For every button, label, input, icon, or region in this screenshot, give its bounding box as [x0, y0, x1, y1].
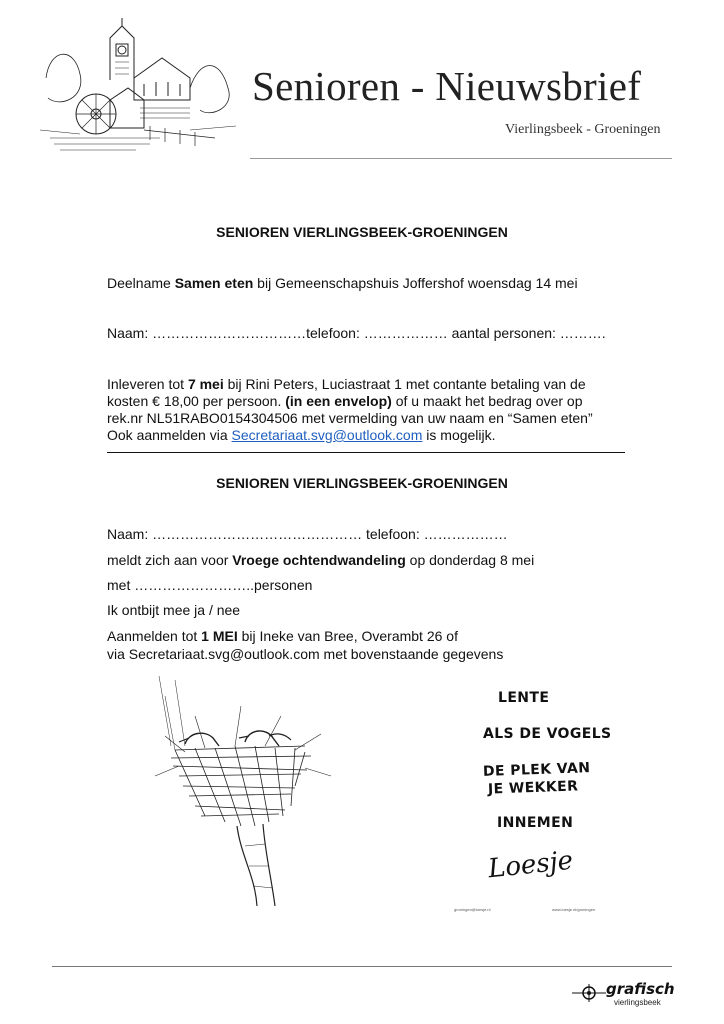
- walk-name-line: Naam: ……………………………………… telefoon: ………………: [107, 526, 508, 542]
- grafisch-logo-text: grafisch: [606, 980, 675, 998]
- signup-bold: Vroege ochtendwandeling: [232, 552, 406, 568]
- signup-text: meldt zich aan voor: [107, 552, 233, 568]
- church-sketch-illustration: [40, 18, 240, 158]
- deadline-bold: 1 MEI: [201, 628, 238, 644]
- section-separator: [107, 452, 625, 453]
- poster-line-1: LENTE: [498, 690, 550, 706]
- samen-eten-form-line: Naam: ……………………………telefoon: ……………… aantal personen: ……….: [107, 325, 606, 341]
- walk-deadline-line: [107, 628, 458, 645]
- deadline-text: Aanmelden tot: [107, 628, 202, 644]
- loesje-signature: Loesje: [486, 845, 575, 885]
- deadline-text-end: bij Ineke van Bree, Overambt 26 of: [237, 628, 458, 644]
- poster-line-2: ALS DE VOGELS: [483, 726, 612, 742]
- footer-divider: [52, 966, 672, 967]
- p4-text-end: is mogelijk.: [422, 427, 496, 443]
- stork-nest-illustration: [145, 676, 335, 906]
- walk-via-line: via Secretariaat.svg@outlook.com met bovenstaande gegevens: [107, 646, 504, 662]
- walk-persons-line: met ……………………..personen: [107, 577, 313, 593]
- samen-eten-intro: [107, 275, 578, 292]
- breakfast-line: Ik ontbijt mee ja / nee: [107, 602, 241, 618]
- poster-line-4: JE WEKKER: [487, 778, 579, 798]
- walk-signup-line: [107, 552, 534, 569]
- poster-footer-left: groningen@loesje.nl: [454, 907, 491, 912]
- intro-bold: Samen eten: [174, 275, 254, 291]
- grafisch-logo-subtext: vierlingsbeek: [614, 998, 661, 1007]
- newsletter-title: Senioren - Nieuwsbrief: [252, 63, 642, 109]
- p2-text: kosten € 18,00 per persoon.: [107, 393, 286, 409]
- poster-footer-right: www.loesje.nl/groningen: [552, 907, 596, 912]
- poster-line-5: INNEMEN: [497, 815, 574, 831]
- intro-text: Deelname: [107, 275, 175, 291]
- signup-text-end: op donderdag 8 mei: [405, 552, 535, 568]
- p1-bold: 7 mei: [187, 376, 224, 392]
- newsletter-subtitle: Vierlingsbeek - Groeningen: [505, 122, 661, 137]
- p2-text-end: of u maakt het bedrag over op: [391, 393, 583, 409]
- instructions-line-3: rek.nr NL51RABO0154304506 met vermelding van uw naam en “Samen eten”: [107, 410, 593, 426]
- header-divider: [250, 158, 672, 159]
- poster-line-3: DE PLEK VAN: [482, 760, 591, 780]
- p4-text: Ook aanmelden via: [107, 427, 232, 443]
- instructions-line-2: [107, 393, 583, 410]
- p1-text: Inleveren tot: [107, 376, 188, 392]
- crosshair-logo-icon: [572, 984, 606, 1002]
- section2-heading: SENIOREN VIERLINGSBEEK-GROENINGEN: [216, 475, 508, 491]
- intro-text-end: bij Gemeenschapshuis Joffershof woensdag 14 mei: [253, 275, 578, 291]
- email-link[interactable]: Secretariaat.svg@outlook.com: [231, 427, 423, 443]
- instructions-line-1: [107, 376, 586, 393]
- instructions-line-4: [107, 427, 496, 444]
- section1-heading: SENIOREN VIERLINGSBEEK-GROENINGEN: [216, 224, 508, 240]
- p1-text-end: bij Rini Peters, Luciastraat 1 met contante betaling van de: [223, 376, 586, 392]
- p2-bold: (in een envelop): [285, 393, 392, 409]
